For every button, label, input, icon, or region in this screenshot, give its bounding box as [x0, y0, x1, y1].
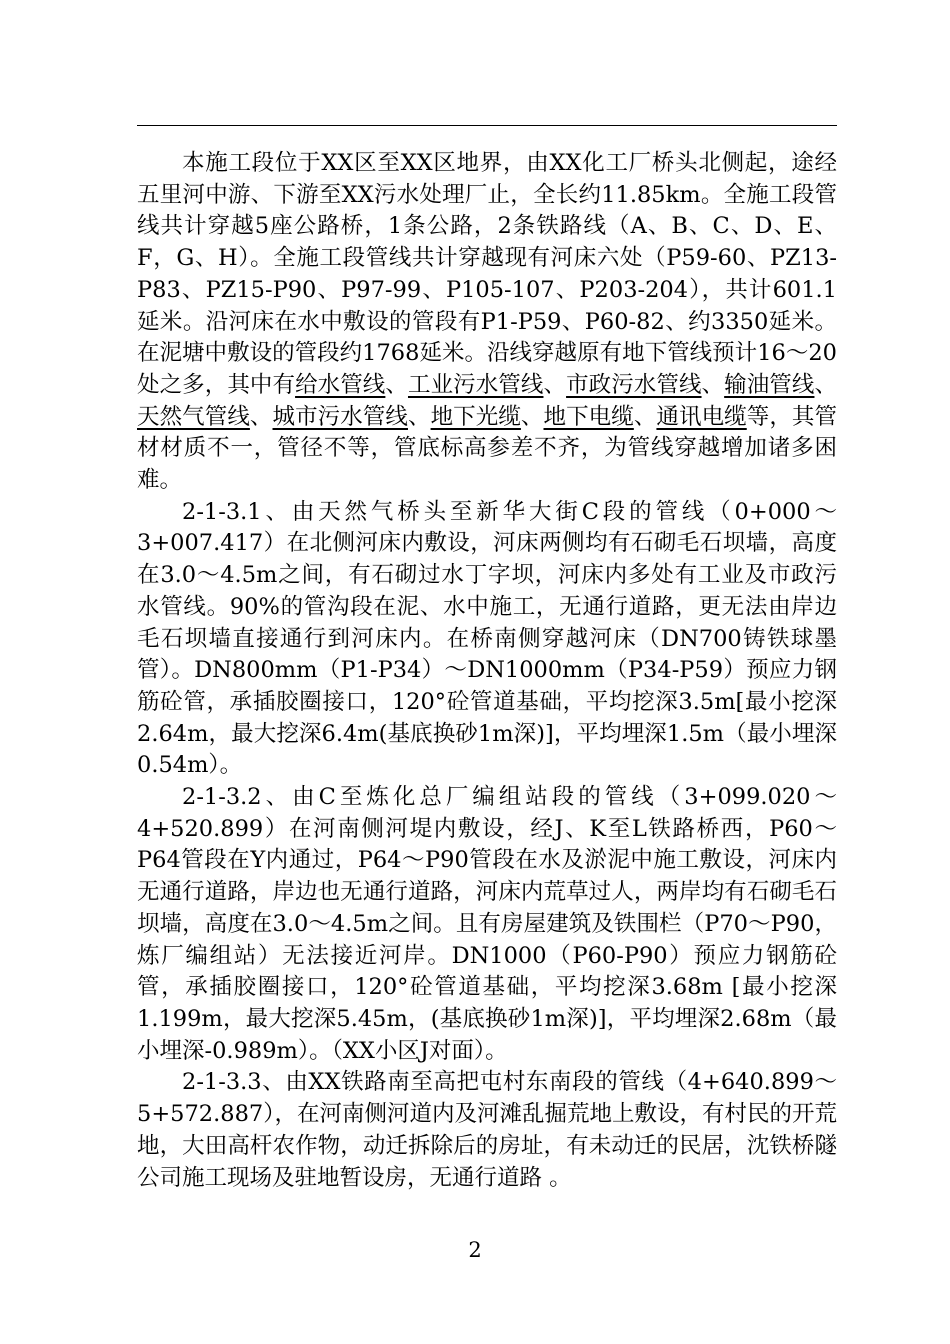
paragraph [137, 148, 837, 497]
underlined-term: 地下电缆 [543, 403, 634, 430]
underlined-term: 输油管线 [724, 371, 815, 398]
paragraph [137, 782, 837, 1067]
underlined-term: 地下光缆 [430, 403, 521, 430]
text-run: 、 [814, 371, 837, 398]
underlined-term: 城市污水管线 [272, 403, 408, 430]
paragraph [137, 497, 837, 782]
text-run: 本施工段位于XX区至XX区地界，由XX化工厂桥头北侧起，途经五里河中游、下游至XX污水处理厂止，全长约11.85km。全施工段管线共计穿越5座公路桥，1条公路，2条铁路线（A、B、C、D、E、F，G、H）。全施工段管线共计穿越现有河床六处（P59-60、PZ13-P83、PZ15-P90、P97-99、P105-107、P203-204），共计601.1延米。沿河床在水中敷设的管段有P1-P59、P60-82、约3350延米。在泥塘中敷设的管段约1768延米。沿线穿越原有地下管线预计16～20处之多，其中有 [137, 150, 837, 398]
page-number: 2 [468, 1238, 482, 1262]
text-run: 、 [701, 371, 725, 398]
text-run: 等，其管材材质不一，管径不等，管底标高参差不齐，为管线穿越增加诸多困难。 [137, 403, 837, 494]
text-run: 2-1-3.3、由XX铁路南至高把屯村东南段的管线（4+640.899～5+572.887），在河南侧河道内及河滩乱掘荒地上敷设，有村民的开荒地，大田高杆农作物，动迁拆除后的房址，有未动迁的民居，沈铁桥隧公司施工现场及驻地暂设房，无通行道路 。 [137, 1069, 837, 1191]
text-run: 2-1-3.1、由天然气桥头至新华大街C段的管线（0+000～3+007.417）在北侧河床内敷设，河床两侧均有石砌毛石坝墙，高度在3.0～4.5m之间，有石砌过水丁字坝，河床内多处有工业及市政污水管线。90%的管沟段在泥、水中施工，无通行道路，更无法由岸边毛石坝墙直接通行到河床内。在桥南侧穿越河床（DN700铸铁球墨管）。DN800mm（P1-P34）～DN1000mm（P34-P59）预应力钢筋砼管，承插胶圈接口，120°砼管道基础，平均挖深3.5m[最小挖深2.64m，最大挖深6.4m(基底换砂1m深)]，平均埋深1.5m（最小埋深0.54m）。 [137, 498, 837, 779]
paragraph [137, 1067, 837, 1194]
text-run: 、 [249, 403, 273, 430]
text-run: 、 [633, 403, 657, 430]
text-run: 、 [520, 403, 544, 430]
underlined-term: 通讯电缆 [656, 403, 747, 430]
underlined-term: 天然气管线 [137, 403, 250, 430]
underlined-term: 市政污水管线 [566, 371, 702, 398]
underlined-term: 给水管线 [295, 371, 386, 398]
text-run: 2-1-3.2、由C至炼化总厂编组站段的管线（3+099.020～4+520.899）在河南侧河堤内敷设，经J、K至L铁路桥西，P60～P64管段在Y内通过，P64～P90管段在水及淤泥中施工敷设，河床内无通行道路，岸边也无通行道路，河床内荒草过人，两岸均有石砌毛石坝墙，高度在3.0～4.5m之间。且有房屋建筑及铁围栏（P70～P90，炼厂编组站）无法接近河岸。DN1000（P60-P90）预应力钢筋砼管，承插胶圈接口，120°砼管道基础，平均挖深3.68m [最小挖深1.199m，最大挖深5.45m，(基底换砂1m深)]，平均埋深2.68m（最小埋深-0.989m）。（XX小区J对面）。 [137, 784, 837, 1064]
body-text [137, 148, 837, 1194]
text-run: 、 [407, 403, 431, 430]
text-run: 、 [385, 371, 408, 398]
header-rule [137, 125, 837, 126]
text-run: 、 [543, 371, 567, 398]
underlined-term: 工业污水管线 [407, 371, 544, 398]
